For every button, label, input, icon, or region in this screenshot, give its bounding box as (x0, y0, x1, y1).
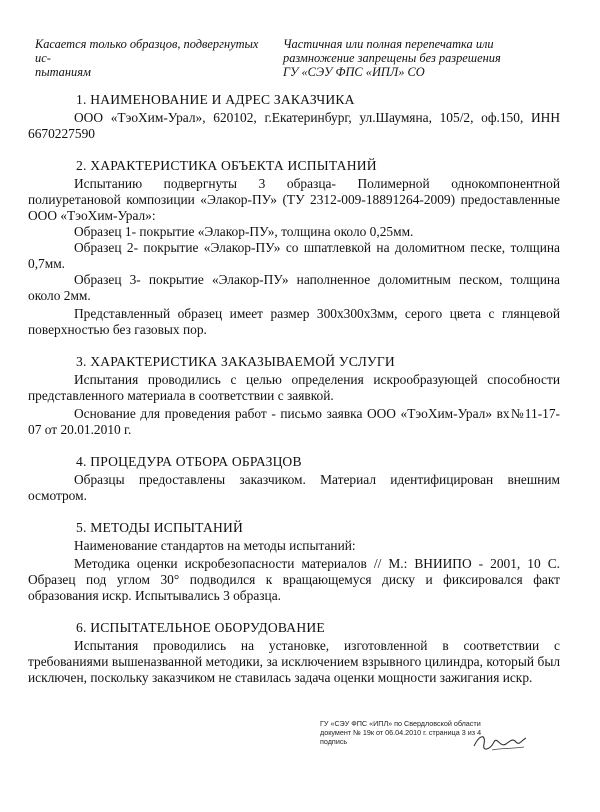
section-title: 4. ПРОЦЕДУРА ОТБОРА ОБРАЗЦОВ (76, 454, 302, 469)
footer-line-3: подпись (320, 737, 348, 746)
paragraph: Основание для проведения работ - письмо заявка ООО «ТэоХим-Урал» вх№11-17-07 от 20.01.2010 г. (28, 406, 560, 437)
section-test-object (28, 158, 560, 338)
header-right-line-2: размножение запрещены без разрешения (283, 51, 501, 65)
paragraph: Образец 1- покрытие «Элакор-ПУ», толщина около 0,25мм. (74, 224, 414, 239)
section-title: 2. ХАРАКТЕРИСТИКА ОБЪЕКТА ИСПЫТАНИЙ (76, 158, 377, 173)
header-scope-note (35, 37, 270, 79)
section-title: 1. НАИМЕНОВАНИЕ И АДРЕС ЗАКАЗЧИКА (76, 92, 355, 107)
section-sampling (28, 454, 560, 504)
paragraph: Образец 3- покрытие «Элакор-ПУ» наполненное доломитным песком, толщина около 2мм. (28, 272, 560, 303)
paragraph: ООО «ТэоХим-Урал», 620102, г.Екатеринбург, ул.Шаумяна, 105/2, оф.150, ИНН 6670227590 (28, 110, 560, 141)
section-equipment (28, 620, 560, 686)
paragraph: Образец 2- покрытие «Элакор-ПУ» со шпатлевкой на доломитном песке, толщина 0,7мм. (28, 240, 560, 271)
section-title: 3. ХАРАКТЕРИСТИКА ЗАКАЗЫВАЕМОЙ УСЛУГИ (76, 354, 395, 369)
paragraph: Испытания проводились с целью определения искрообразующей способности представленного материала в соответствии с заявкой. (28, 372, 560, 403)
header-left-line-2: пытаниям (35, 65, 91, 79)
document-body (28, 92, 560, 686)
header-left-line-1: Касается только образцов, подвергнутых ис- (35, 37, 259, 65)
header-right-line-3: ГУ «СЭУ ФПС «ИПЛ» СО (283, 65, 425, 79)
section-title: 6. ИСПЫТАТЕЛЬНОЕ ОБОРУДОВАНИЕ (76, 620, 325, 635)
header-copyright-note (283, 37, 543, 79)
paragraph: Представленный образец имеет размер 300х300х3мм, серого цвета с глянцевой поверхностью без газовых пор. (28, 306, 560, 337)
section-service (28, 354, 560, 438)
section-customer (28, 92, 560, 142)
section-title: 5. МЕТОДЫ ИСПЫТАНИЙ (76, 520, 244, 535)
footer-line-1: ГУ «СЭУ ФПС «ИПЛ» по Свердловской области (320, 719, 481, 728)
paragraph: Испытанию подвергнуты 3 образца- Полимерной однокомпонентной полиуретановой композиции «Элакор-ПУ» (ТУ 2312-009-18891264-2009) предоставленные ООО «ТэоХим-Урал»: (28, 176, 560, 223)
paragraph: Наименование стандартов на методы испытаний: (74, 538, 356, 553)
paragraph: Образцы предоставлены заказчиком. Материал идентифицирован внешним осмотром. (28, 472, 560, 503)
paragraph: Методика оценки искробезопасности материалов // М.: ВНИИПО - 2001, 10 С. Образец под углом 30° подводился к вращающемуся диску и фиксировался факт образования искр. Испытывались 3 образца. (28, 556, 560, 603)
section-methods (28, 520, 560, 604)
footer-line-2: документ № 19к от 06.04.2010 г. страница 3 из 4 (320, 728, 482, 737)
paragraph: Испытания проводились на установке, изготовленной в соответствии с требованиями вышеназванной методики, за исключением взрывного цилиндра, который был исключен, поскольку заказчиком не ставилась задача оценки мощности зажигания искр. (28, 638, 560, 685)
signature-icon (470, 730, 530, 756)
header-right-line-1: Частичная или полная перепечатка или (283, 37, 494, 51)
